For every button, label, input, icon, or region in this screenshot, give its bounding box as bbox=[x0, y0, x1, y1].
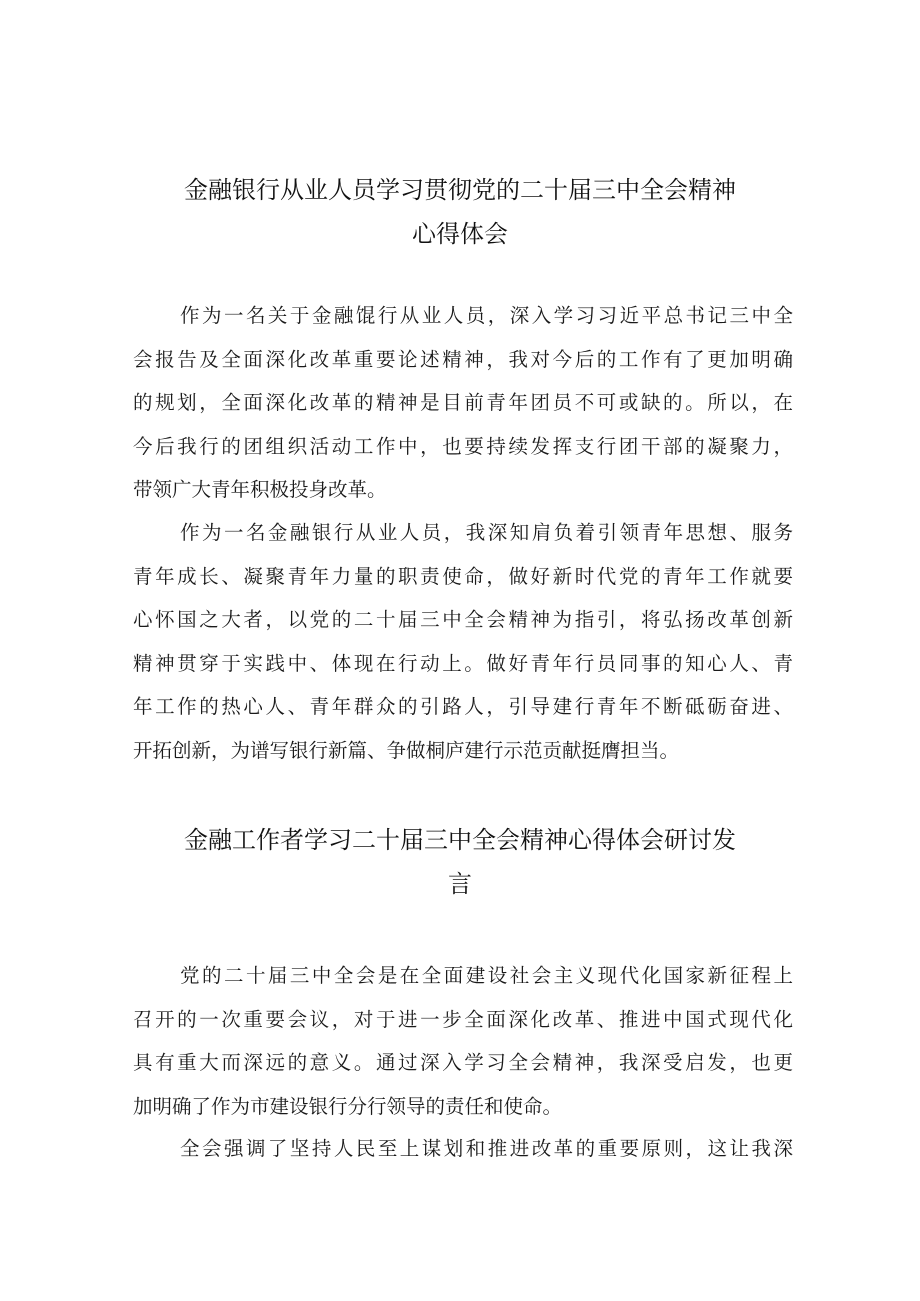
text-line: 党的二十届三中全会是在全面建设社会主义现代化国家新征程上 bbox=[180, 964, 793, 987]
text-line: 加明确了作为市建设银行分行领导的责任和使命。 bbox=[133, 1094, 563, 1118]
text-line: 作为一名关于金融馄行从业人员，深入学习习近平总书记三中全 bbox=[180, 304, 793, 327]
text-line: 青年成长、凝聚青年力量的职责使命，做好新时代党的青年工作就要 bbox=[133, 564, 793, 588]
title-line: 心得体会 bbox=[412, 220, 508, 248]
text-line: 带领广大青年积极投身改革。 bbox=[133, 478, 387, 501]
text-line: 的规划，全面深化改革的精神是目前青年团员不可或缺的。所以，在 bbox=[133, 391, 793, 414]
article-2-paragraph-1 bbox=[133, 954, 793, 1128]
text-line: 精神贯穿于实践中、体现在行动上。做好青年行员同事的知心人、青 bbox=[133, 651, 793, 675]
article-1-paragraph-2 bbox=[133, 511, 793, 772]
title-line: 金融银行从业人员学习贯彻党的二十届三中全会精神 bbox=[184, 176, 736, 204]
article-1-paragraph-1 bbox=[133, 294, 793, 512]
title-line: 金融工作者学习二十届三中全会精神心得体会研讨发 bbox=[184, 826, 736, 854]
text-line: 今后我行的团组织活动工作中，也要持续发挥支行团干部的凝聚力， bbox=[133, 434, 793, 458]
title-line: 言 bbox=[448, 870, 472, 898]
article-2-paragraph-2 bbox=[133, 1127, 793, 1171]
article-1-title bbox=[120, 168, 800, 256]
text-line: 开拓创新，为谱写银行新篇、争做桐庐建行示范贡献挺膺担当。 bbox=[133, 738, 680, 762]
text-line: 全会强调了坚持人民至上谋划和推进改革的重要原则，这让我深 bbox=[180, 1137, 793, 1160]
text-line: 具有重大而深远的意义。通过深入学习全会精神，我深受启发，也更 bbox=[133, 1051, 793, 1074]
text-line: 会报告及全面深化改革重要论述精神，我对今后的工作有了更加明确 bbox=[133, 347, 793, 371]
article-2-title bbox=[120, 818, 800, 906]
text-line: 召开的一次重要会议，对于进一步全面深化改革、推进中国式现代化 bbox=[133, 1007, 793, 1031]
text-line: 作为一名金融银行从业人员，我深知肩负着引领青年思想、服务 bbox=[180, 521, 793, 544]
text-line: 年工作的热心人、青年群众的引路人，引导建行青年不断砥砺奋进、 bbox=[133, 695, 793, 718]
text-line: 心怀国之大者，以党的二十届三中全会精神为指引，将弘扬改革创新 bbox=[133, 608, 793, 631]
